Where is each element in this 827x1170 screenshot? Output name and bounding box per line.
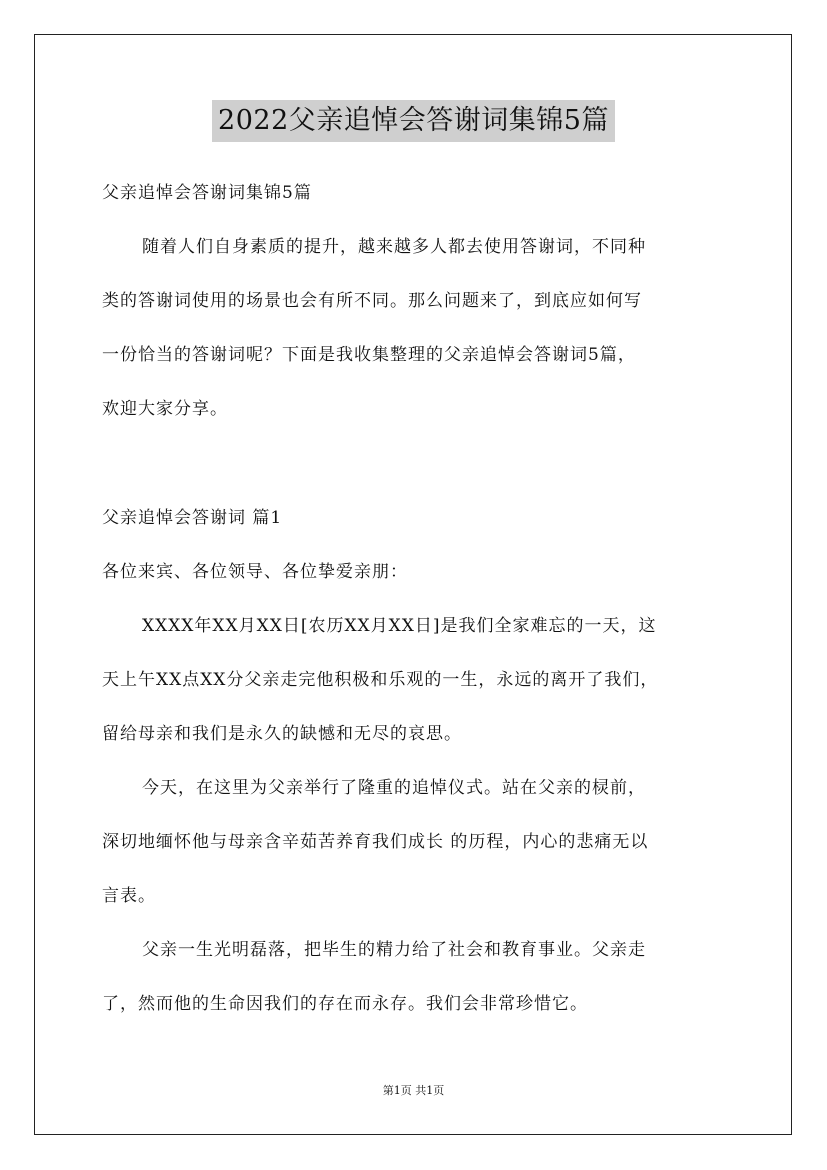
para2-line-3: 言表。 — [102, 886, 156, 906]
page-footer: 第1页 共1页 — [382, 1084, 445, 1097]
para2-line-1: 今天，在这里为父亲举行了隆重的追悼仪式。站在父亲的棂前， — [142, 778, 646, 798]
para3-line-2: 了，然而他的生命因我们的存在而永存。我们会非常珍惜它。 — [102, 994, 588, 1014]
para1-line-2: 天上午XX点XX分父亲走完他积极和乐观的一生，永远的离开了我们， — [102, 670, 659, 690]
para3-line-1: 父亲一生光明磊落，把毕生的精力给了社会和教育事业。父亲走 — [142, 940, 646, 960]
intro-line-3: 一份恰当的答谢词呢？下面是我收集整理的父亲追悼会答谢词5篇， — [102, 345, 636, 365]
section-heading: 父亲追悼会答谢词 篇1 — [102, 508, 283, 528]
para1-line-1: XXXX年XX月XX日[农历XX月XX日]是我们全家难忘的一天，这 — [142, 616, 657, 636]
title-wrapper — [0, 100, 827, 142]
para1-line-3: 留给母亲和我们是永久的缺憾和无尽的哀思。 — [102, 724, 462, 744]
para2-line-2: 深切地缅怀他与母亲含辛茹苦养育我们成长 的历程，内心的悲痛无以 — [102, 832, 649, 852]
intro-line-2: 类的答谢词使用的场景也会有所不同。那么问题来了，到底应如何写 — [102, 291, 642, 311]
intro-line-1: 随着人们自身素质的提升，越来越多人都去使用答谢词，不同种 — [142, 237, 646, 257]
greeting: 各位来宾、各位领导、各位挚爱亲朋： — [102, 562, 408, 582]
document-subtitle: 父亲追悼会答谢词集锦5篇 — [102, 183, 312, 203]
document-title: 2022父亲追悼会答谢词集锦5篇 — [212, 100, 615, 142]
intro-line-4: 欢迎大家分享。 — [102, 399, 228, 419]
